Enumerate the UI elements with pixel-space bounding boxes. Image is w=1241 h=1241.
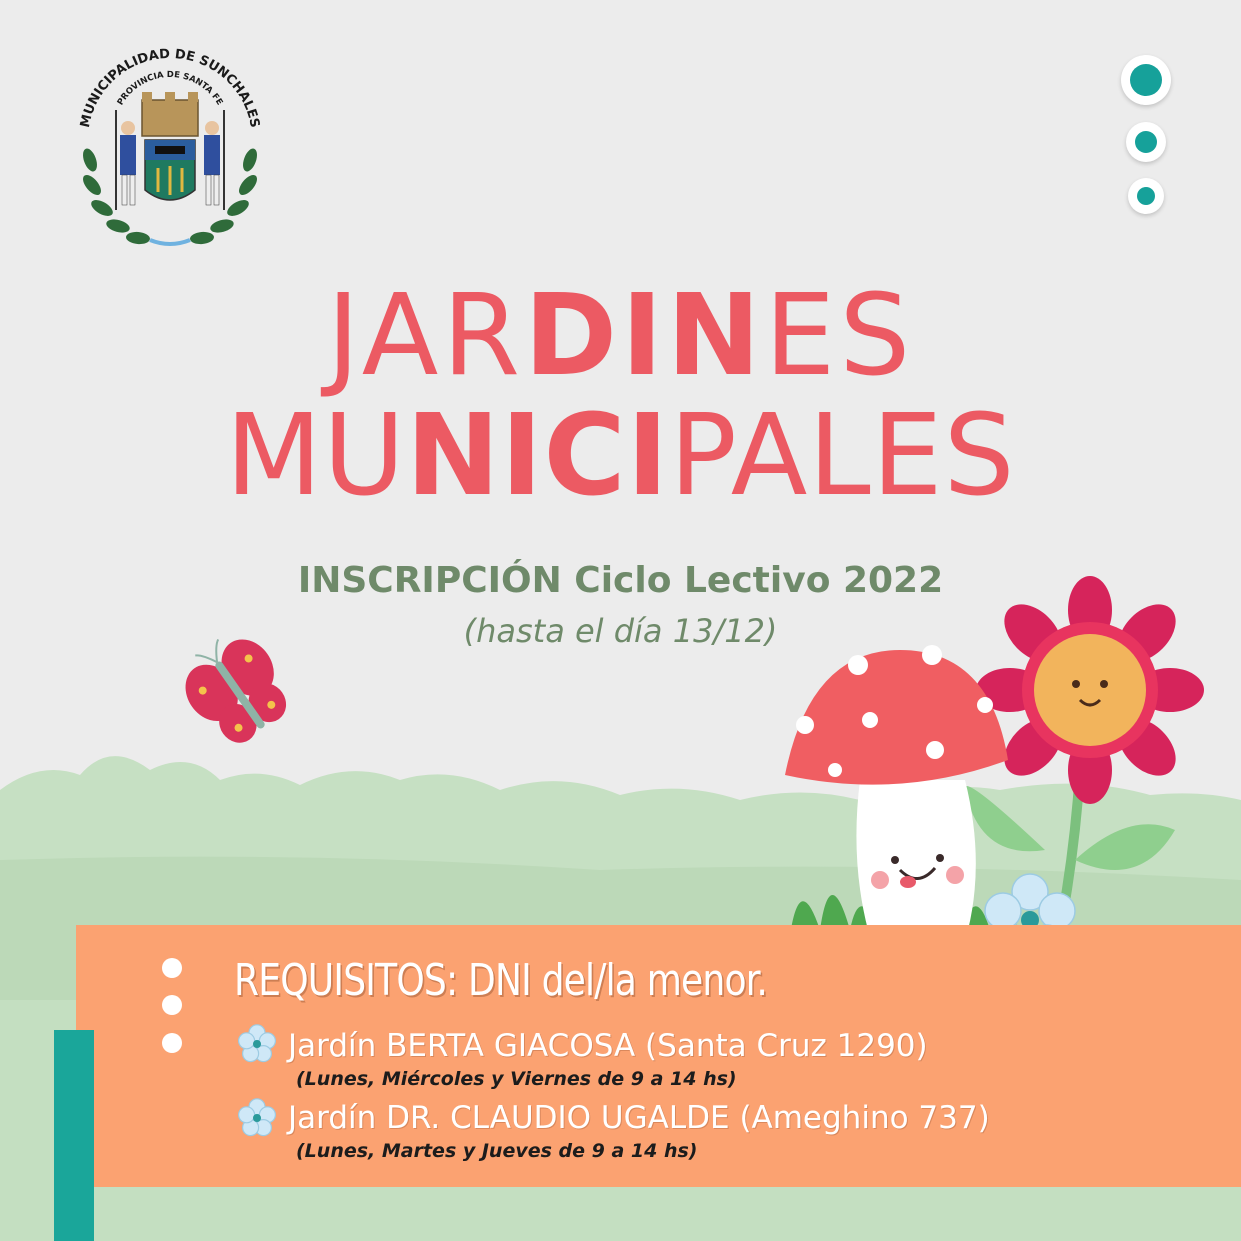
title-part: PALES xyxy=(669,391,1016,521)
pager-dot-1 xyxy=(1121,55,1171,105)
title-line-1 xyxy=(0,271,1241,401)
teal-accent-bar xyxy=(54,1030,94,1241)
bullet-dot xyxy=(162,958,182,978)
subtitle: INSCRIPCIÓN Ciclo Lectivo 2022 xyxy=(297,560,944,601)
small-flower-icon xyxy=(233,1094,281,1142)
deadline: (hasta el día 13/12) xyxy=(463,612,778,650)
kindergarten-1-hours: (Lunes, Miércoles y Viernes de 9 a 14 hs) xyxy=(296,1068,737,1090)
kindergarten-1-name: Jardín BERTA GIACOSA (Santa Cruz 1290) xyxy=(288,1028,928,1064)
title-line-2 xyxy=(0,391,1241,521)
pager-dot-2 xyxy=(1126,122,1166,162)
bullet-dot xyxy=(162,995,182,1015)
title-part: ES xyxy=(764,271,915,401)
svg-text:PROVINCIA DE SANTA FE: PROVINCIA DE SANTA FE xyxy=(115,69,225,108)
svg-text:MUNICIPALIDAD DE SUNCHALES: MUNICIPALIDAD DE SUNCHALES xyxy=(77,46,263,130)
kindergarten-2-hours: (Lunes, Martes y Jueves de 9 a 14 hs) xyxy=(296,1140,698,1162)
title-part: MU xyxy=(225,391,407,521)
small-flower-icon xyxy=(233,1020,281,1068)
coat-of-arms-icon xyxy=(70,40,270,260)
requirements-heading: REQUISITOS: DNI del/la menor. xyxy=(234,955,768,1006)
title-part: DIN xyxy=(524,271,765,401)
title-part: JAR xyxy=(326,271,525,401)
kindergarten-2-name: Jardín DR. CLAUDIO UGALDE (Ameghino 737) xyxy=(288,1100,990,1136)
bullet-dot xyxy=(162,1033,182,1053)
title-part: NICI xyxy=(406,391,670,521)
pager-dot-3 xyxy=(1128,178,1164,214)
